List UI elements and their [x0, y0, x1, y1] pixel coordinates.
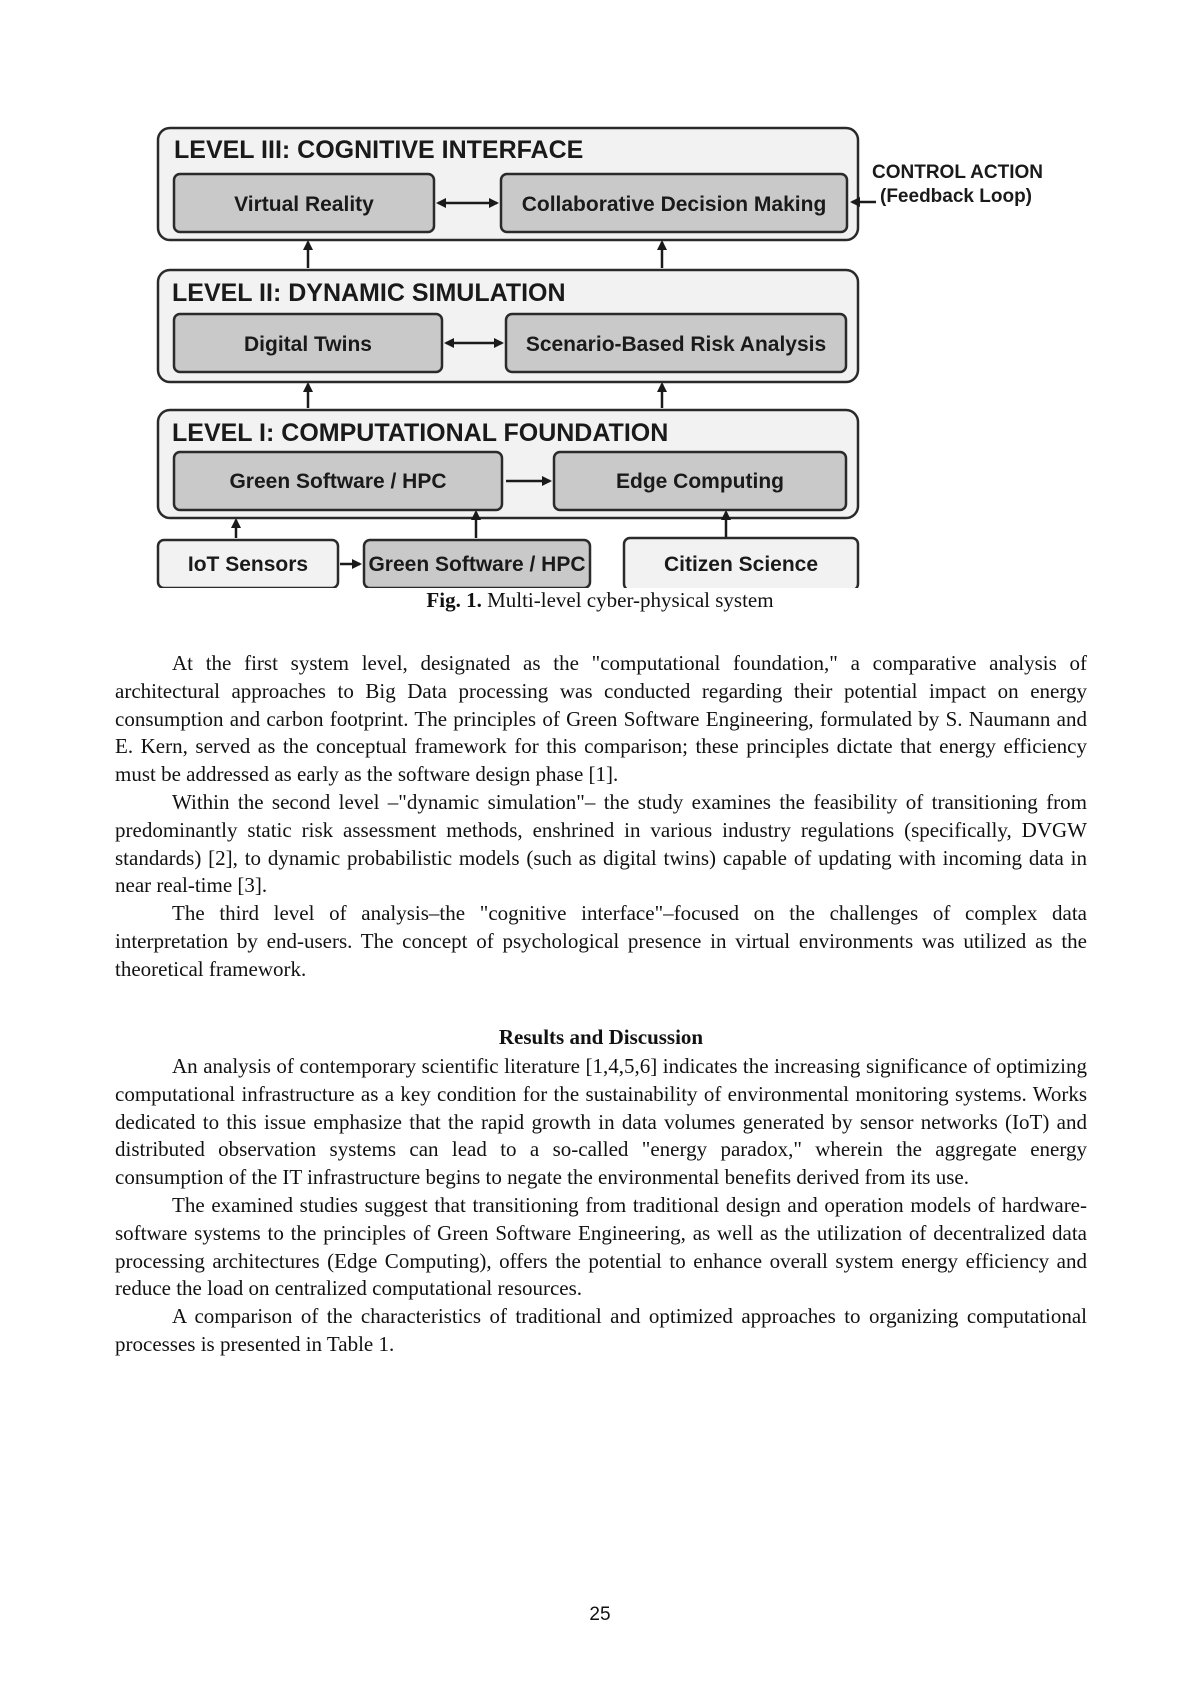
body-text-methods: [115, 650, 1087, 984]
citizen-science-label: Citizen Science: [663, 553, 819, 576]
paragraph-level3: The third level of analysis–the "cognitive interface"–focused on the challenges of complex data interpretation by end-users. The concept of psychological presence in virtual environments was utilized as the theoretical framework.: [115, 901, 1087, 981]
level3-title: LEVEL III: COGNITIVE INTERFACE: [174, 136, 584, 164]
figure-caption: [100, 588, 1100, 613]
paragraph-level1: At the first system level, designated as the "computational foundation," a comparative analysis of architectural approaches to Big Data processing was conducted regarding their potential impact on energy consumption and carbon footprint. The principles of Green Software Engineering, formulated by S. Naumann and E. Kern, served as the conceptual framework for this comparison; these principles dictate that energy efficiency must be addressed as early as the software design phase [1].: [115, 651, 1087, 787]
collab-decision-label: Collaborative Decision Making: [521, 193, 827, 216]
iot-sensors-label: IoT Sensors: [187, 553, 309, 576]
page-number: 25: [589, 1604, 611, 1625]
digital-twins-label: Digital Twins: [244, 333, 372, 356]
green-software-label: Green Software / HPC: [229, 470, 447, 493]
figure-caption-label: Fig. 1.: [426, 588, 482, 612]
section-title: Results and Discussion: [498, 1025, 704, 1049]
figure-diagram: [150, 118, 1050, 598]
feedback-loop-label: (Feedback Loop): [880, 186, 1033, 207]
edge-computing-label: Edge Computing: [616, 470, 784, 493]
level1-title: LEVEL I: COMPUTATIONAL FOUNDATION: [172, 419, 669, 447]
scenario-risk-label: Scenario-Based Risk Analysis: [525, 333, 827, 356]
level2-title: LEVEL II: DYNAMIC SIMULATION: [172, 279, 566, 307]
virtual-reality-label: Virtual Reality: [234, 193, 374, 216]
paragraph-comparison: A comparison of the characteristics of traditional and optimized approaches to organizing computational processes is presented in Table 1.: [115, 1304, 1087, 1356]
paragraph-level2: Within the second level –"dynamic simulation"– the study examines the feasibility of transitioning from predominantly static risk assessment methods, enshrined in various industry regulations (specifically, DVGW standards) [2], to dynamic probabilistic models (such as digital twins) capable of updating with incoming data in near real-time [3].: [115, 789, 1087, 898]
diagram-svg: [150, 118, 1050, 588]
paragraph-analysis: An analysis of contemporary scientific literature [1,4,5,6] indicates the increasing significance of optimizing computational infrastructure as a key condition for the sustainability of environmental monitoring systems. Works dedicated to this issue emphasize that the rapid growth in data volumes generated by sensor networks (IoT) and distributed observation systems can lead to a so-called "energy paradox," wherein the aggregate energy consumption of the IT infrastructure begins to negate the environmental benefits derived from its use.: [115, 1054, 1087, 1190]
figure-caption-text: Multi-level cyber-physical system: [481, 588, 774, 612]
body-text-results: [115, 1053, 1087, 1359]
control-action-label: CONTROL ACTION: [872, 162, 1043, 183]
green-software-input-label: Green Software / HPC: [368, 553, 586, 576]
paragraph-studies: The examined studies suggest that transitioning from traditional design and operation models of hardware-software systems to the principles of Green Software Engineering, as well as the utilization of decentralized data processing architectures (Edge Computing), offers the potential to enhance overall system energy efficiency and reduce the load on centralized computational resources.: [115, 1192, 1087, 1301]
